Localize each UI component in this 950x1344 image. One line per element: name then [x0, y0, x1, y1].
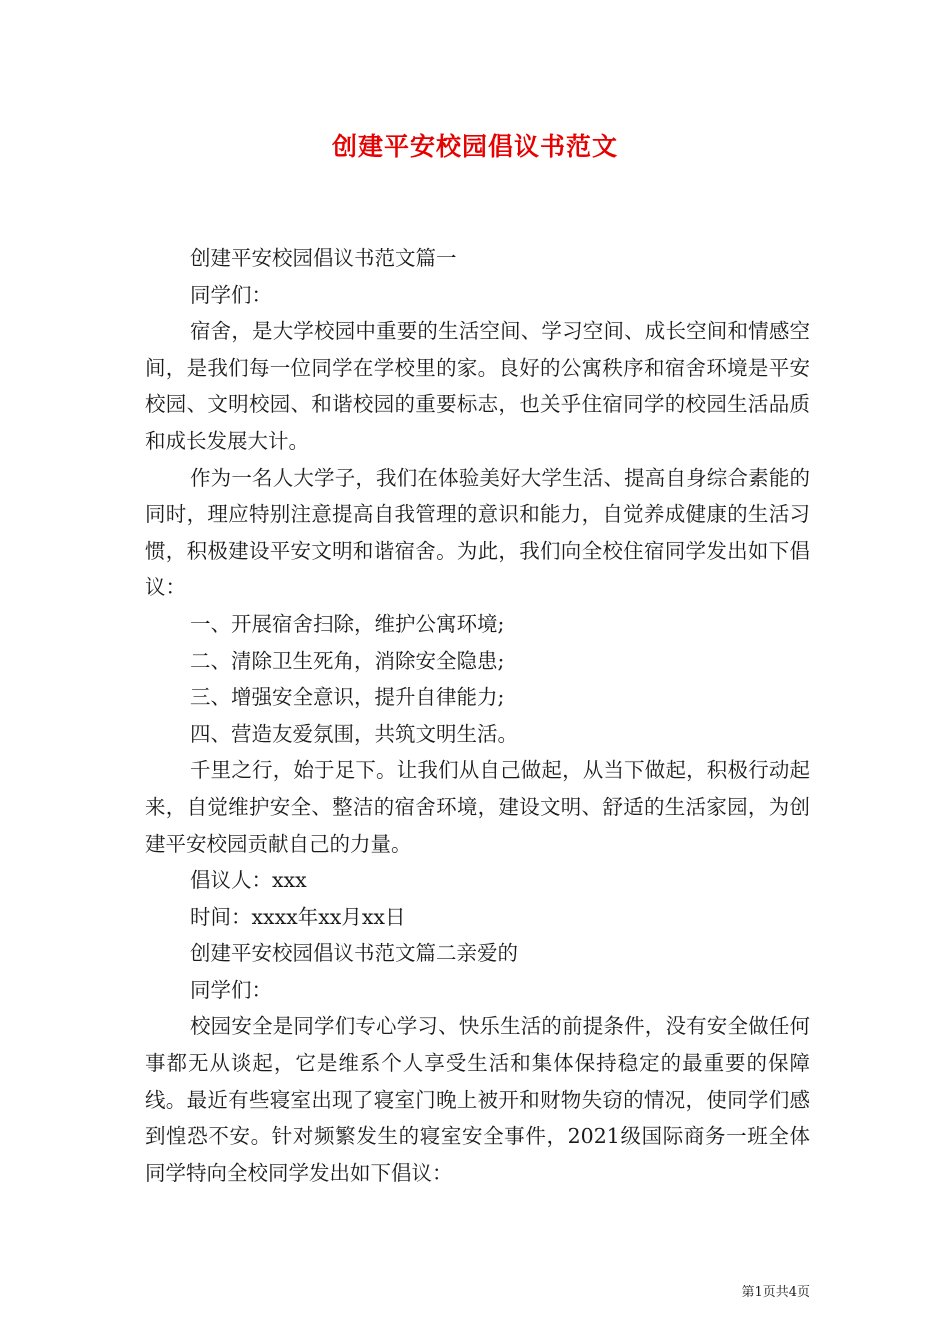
salutation: 同学们： [190, 282, 272, 307]
document-title: 创建平安校园倡议书范文 [331, 132, 618, 161]
body-paragraph: 千里之行，始于足下。让我们从自己做起，从当下做起，积极行动起来，自觉维护安全、整洁的宿舍环境，建设文明、舒适的生活家园，为创建平安校园贡献自己的力量。 [145, 758, 810, 856]
body-paragraph: 宿舍，是大学校园中重要的生活空间、学习空间、成长空间和情感空间，是我们每一位同学在学校里的家。良好的公寓秩序和宿舍环境是平安校园、文明校园、和谐校园的重要标志，也关乎住宿同学的校园生活品质和成长发展大计。 [145, 319, 810, 453]
body-paragraph: 校园安全是同学们专心学习、快乐生活的前提条件，没有安全做任何事都无从谈起，它是维系个人享受生活和集体保持稳定的最重要的保障线。最近有些寝室出现了寝室门晚上被开和财物失窃的情况，使同学们感到惶恐不安。针对频繁发生的寝室安全事件，2021级国际商务一班全体同学特向全校同学发出如下倡议： [145, 1014, 810, 1185]
section-heading-1: 创建平安校园倡议书范文篇一 [190, 246, 457, 270]
page-number: 第1页共4页 [741, 1285, 810, 1300]
document-body [145, 240, 810, 1191]
section-heading-2: 创建平安校园倡议书范文篇二亲爱的 [190, 941, 518, 966]
list-item: 一、开展宿舍扫除，维护公寓环境; [190, 611, 505, 636]
date-line: 时间：xxxx年xx月xx日 [190, 904, 406, 929]
body-paragraph: 作为一名人大学子，我们在体验美好大学生活、提高自身综合素能的同时，理应特别注意提高自我管理的意识和能力，自觉养成健康的生活习惯，积极建设平安文明和谐宿舍。为此，我们向全校住宿同学发出如下倡议： [145, 465, 810, 600]
list-item: 三、增强安全意识，提升自律能力; [190, 685, 505, 710]
signature-line: 倡议人：xxx [190, 868, 307, 893]
list-item: 二、清除卫生死角，消除安全隐患; [190, 648, 505, 673]
salutation: 同学们： [190, 977, 272, 1002]
list-item: 四、营造友爱氛围，共筑文明生活。 [190, 721, 518, 746]
